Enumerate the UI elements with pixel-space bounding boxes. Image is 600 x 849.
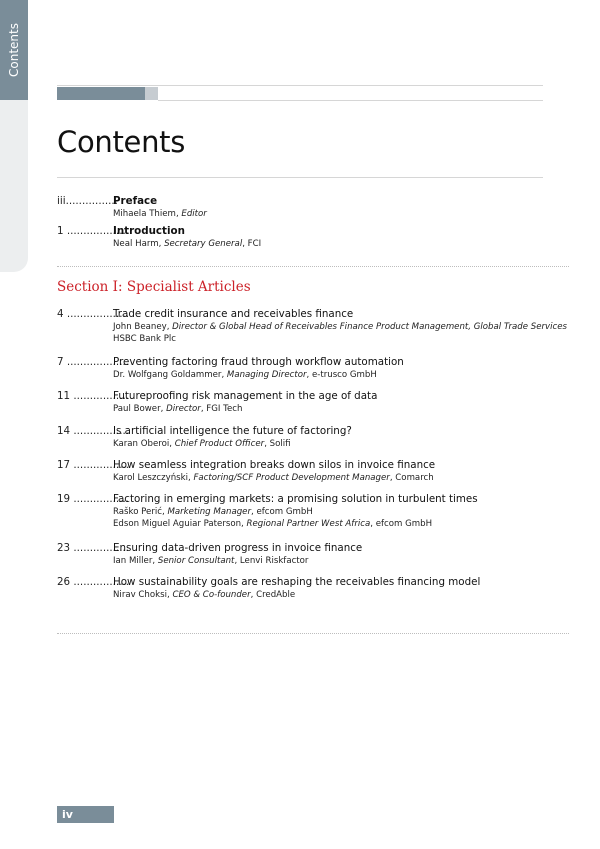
author-org: HSBC Bank Plc [113, 334, 177, 344]
entry-title[interactable]: How seamless integration breaks down silos in invoice finance [113, 459, 436, 471]
section-heading: Section I: Specialist Articles [57, 279, 251, 295]
author-role: Regional Partner West Africa [246, 519, 371, 529]
author-org: , efcom GmbH [370, 519, 433, 529]
author-separator: , [166, 590, 173, 600]
toc-entry-article [57, 492, 557, 530]
toc-entry-article [57, 541, 557, 567]
author-name: Raško Perić [113, 507, 162, 517]
author-name: Neal Harm [113, 239, 159, 249]
author-org: , Comarch [389, 473, 434, 483]
author-org: , FGI Tech [200, 404, 243, 414]
author-name: Nirav Choksi [113, 590, 167, 600]
author-separator: , [169, 439, 175, 449]
entry-title[interactable]: Preface [113, 195, 158, 207]
author-name: Paul Bower [113, 404, 161, 414]
entry-author [113, 555, 557, 567]
side-tab-label [0, 0, 28, 100]
toc-entry-preface [57, 194, 557, 220]
author-role: Marketing Manager [167, 507, 252, 517]
footer-page-number: iv [62, 808, 73, 821]
entry-title[interactable]: Introduction [113, 225, 185, 237]
section-divider [57, 266, 569, 267]
entry-author [113, 472, 557, 484]
author-separator: , [158, 239, 165, 249]
author-separator: , [160, 404, 167, 414]
page-number: iii................ [57, 195, 118, 207]
entry-title[interactable]: Ensuring data-driven progress in invoice finance [113, 542, 363, 554]
toc-entry-article [57, 424, 557, 450]
bottom-divider [57, 633, 569, 634]
page-number: 7 ................... [57, 356, 130, 368]
toc-entry-article [57, 458, 557, 484]
toc-entry-article [57, 307, 567, 345]
entry-author [113, 403, 557, 415]
author-org: , e-trusco GmbH [306, 370, 377, 380]
toc-entry-introduction [57, 224, 557, 250]
author-role: Factoring/SCF Product Development Manager [193, 473, 390, 483]
title-rule [57, 177, 543, 178]
author-role: Managing Director [226, 370, 307, 380]
entry-title[interactable]: Factoring in emerging markets: a promising solution in turbulent times [113, 493, 478, 505]
author-org: , efcom GmbH [251, 507, 313, 517]
author-role: Senior Consultant [157, 556, 235, 566]
header-bar-dark [57, 87, 145, 100]
entry-author [113, 208, 557, 220]
author-role: Chief Product Officer [174, 439, 265, 449]
header-bar-light [145, 87, 158, 100]
page-number: 1 ................... [57, 225, 130, 237]
author-org: , Lenvi Riskfactor [234, 556, 309, 566]
author-role: Editor [181, 209, 207, 219]
entry-author [113, 321, 567, 333]
author-name: Karan Oberoi [113, 439, 170, 449]
author-separator: , [175, 209, 182, 219]
author-org: , Solifi [264, 439, 291, 449]
entry-title[interactable]: Preventing factoring fraud through workflow automation [113, 356, 404, 368]
author-role: Secretary General [164, 239, 243, 249]
header-rule [57, 85, 543, 86]
entry-author [113, 238, 557, 250]
author-name: Karol Leszczyński [113, 473, 188, 483]
toc-entry-article [57, 355, 557, 381]
author-name: Edson Miguel Aguiar Paterson [113, 519, 242, 529]
author-role: CEO & Co-founder [172, 590, 251, 600]
entry-title[interactable]: Is artificial intelligence the future of factoring? [113, 425, 352, 437]
page-number: 14 ................. [57, 425, 130, 437]
author-name: Dr. Wolfgang Goldammer [113, 370, 222, 380]
entry-title[interactable]: Futureproofing risk management in the age of data [113, 390, 378, 402]
entry-author [113, 589, 557, 601]
page-number: 11 ................. [57, 390, 130, 402]
side-tab-text: Contents [7, 23, 22, 77]
author-role: Director & Global Head of Receivables Finance Product Management, Global Trade Services [172, 322, 567, 332]
author-separator: , [162, 507, 168, 517]
page-title: Contents [57, 125, 186, 159]
author-name: John Beaney [113, 322, 167, 332]
toc-entry-article [57, 389, 557, 415]
header-underline [158, 100, 543, 101]
entry-author [113, 369, 557, 381]
author-separator: , [152, 556, 158, 566]
author-separator: , [241, 519, 247, 529]
entry-title[interactable]: How sustainability goals are reshaping the receivables financing model [113, 576, 481, 588]
entry-author [113, 506, 557, 518]
author-org: , CredAble [250, 590, 296, 600]
author-role: Director [166, 404, 201, 414]
page-number: 17 ................. [57, 459, 130, 471]
page-number: 26 ................. [57, 576, 130, 588]
page-number: 4 ................... [57, 308, 130, 320]
author-separator: , [221, 370, 227, 380]
toc-entry-article [57, 575, 557, 601]
page-number: 23 ................. [57, 542, 130, 554]
entry-title[interactable]: Trade credit insurance and receivables finance [113, 308, 354, 320]
author-name: Ian Miller [113, 556, 153, 566]
author-separator: , [188, 473, 194, 483]
author-separator: , [166, 322, 173, 332]
author-name: Mihaela Thiem [113, 209, 176, 219]
entry-author [113, 438, 557, 450]
entry-author [113, 333, 557, 345]
author-org: , FCI [242, 239, 262, 249]
entry-author [113, 518, 557, 530]
page-number: 19 ................. [57, 493, 130, 505]
